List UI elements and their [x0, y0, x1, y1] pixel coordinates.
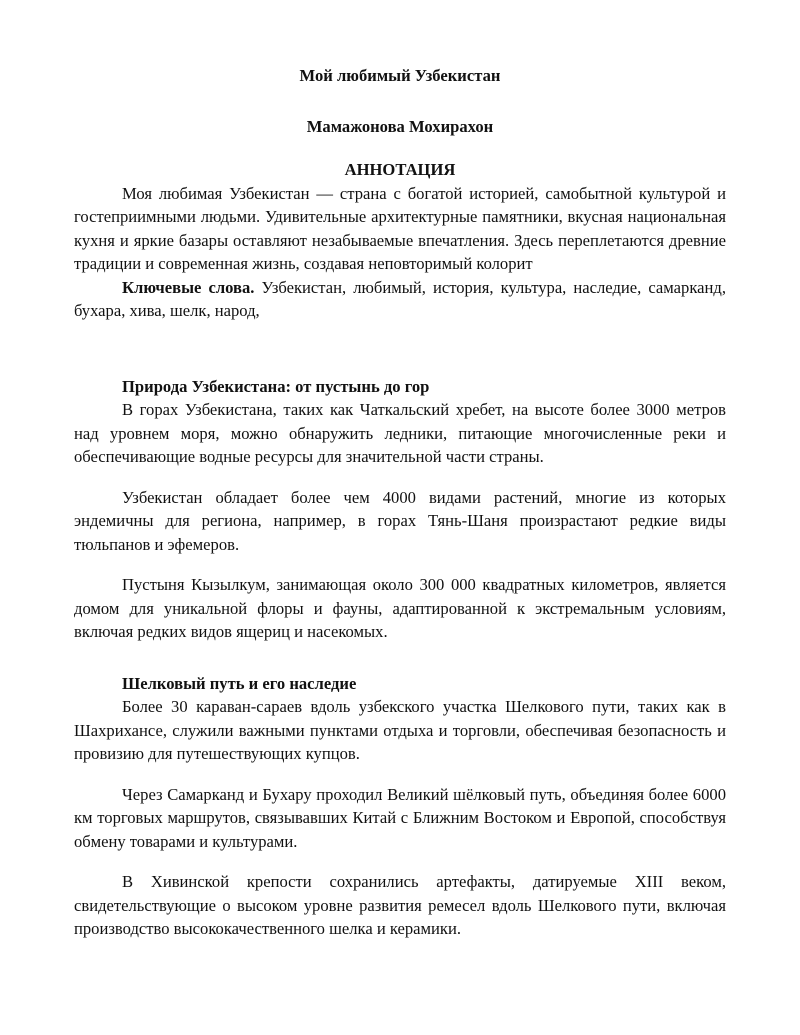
section-paragraph: Через Самарканд и Бухару проходил Великий шёлковый путь, объединяя более 6000 км торговых маршрутов, связывавших Китай с Ближним Востоком и Европой, способствуя обмену товарами и культурами.	[74, 784, 726, 851]
section-paragraph: Более 30 караван-сараев вдоль узбекского участка Шелкового пути, таких как в Шахрихансе, служили важными пунктами отдыха и торговли, обеспечивая безопасность и провизию для путешествующих купцов.	[74, 697, 726, 763]
document-title: Мой любимый Узбекистан	[299, 66, 501, 85]
keywords-label: Ключевые слова.	[122, 277, 255, 297]
keywords-text: Узбекистан, любимый, история, культура, наследие, самарканд, бухара, хива, шелк, народ,	[74, 277, 726, 320]
author-name: Мамажонова Мохирахон	[306, 116, 494, 136]
section-heading-silk-road: Шелковый путь и его наследие	[122, 673, 357, 693]
keywords-paragraph	[74, 276, 726, 323]
section-paragraph: В горах Узбекистана, таких как Чаткальский хребет, на высоте более 3000 метров над уровнем моря, можно обнаружить ледники, питающие многочисленные реки и обеспечивающие водные ресурсы для значительной части страны.	[74, 400, 726, 466]
section-paragraph: Узбекистан обладает более чем 4000 видами растений, многие из которых эндемичны для региона, например, в горах Тянь-Шаня произрастают редкие виды тюльпанов и эфемеров.	[74, 487, 726, 554]
section-paragraph: В Хивинской крепости сохранились артефакты, датируемые XIII веком, свидетельствующие о высоком уровне развития ремесел вдоль Шелкового пути, включая производство высококачественного шелка и керамики.	[74, 872, 726, 938]
annotation-text: Моя любимая Узбекистан — страна с богатой историей, самобытной культурой и гостеприимными людьми. Удивительные архитектурные памятники, вкусная национальная кухня и яркие базары оставляют незабываемые впечатления. Здесь переплетаются древние традиции и современная жизнь, создавая неповторимый колорит	[74, 183, 726, 273]
annotation-heading: АННОТАЦИЯ	[344, 160, 456, 179]
section-paragraph: Пустыня Кызылкум, занимающая около 300 000 квадратных километров, является домом для уникальной флоры и фауны, адаптированной к экстремальным условиям, включая редких видов ящериц и насекомых.	[74, 575, 726, 641]
section-heading-nature: Природа Узбекистана: от пустынь до гор	[122, 376, 430, 396]
